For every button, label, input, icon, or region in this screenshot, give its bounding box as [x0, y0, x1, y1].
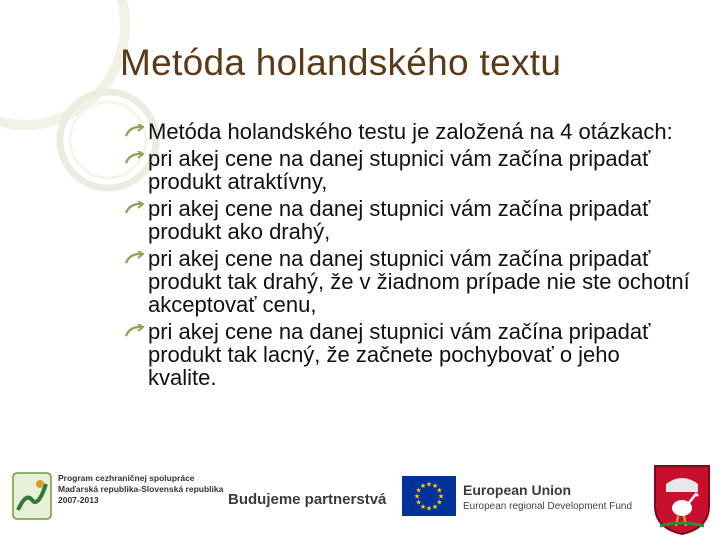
- bullet-arrow-icon: [124, 151, 144, 165]
- bullet-text: pri akej cene na danej stupnici vám začína pripadať produkt atraktívny,: [148, 146, 651, 194]
- coat-of-arms-icon: [652, 464, 712, 536]
- eu-label: [463, 482, 632, 512]
- bullet-item: [124, 120, 694, 143]
- eu-star: ★: [425, 505, 433, 513]
- footer-logos: [0, 462, 720, 540]
- eu-flag-icon: [402, 476, 456, 516]
- bullet-item: [124, 247, 694, 316]
- bullet-text: pri akej cene na danej stupnici vám začína pripadať produkt tak lacný, že začnete pochybovať o jeho kvalite.: [148, 319, 651, 390]
- bullet-item: [124, 320, 694, 389]
- partnership-slogan: Budujeme partnerstvá: [228, 491, 387, 508]
- program-line: Maďarská republika-Slovenská republika: [58, 484, 224, 494]
- bullet-item: [124, 197, 694, 243]
- eu-star: ★: [436, 487, 443, 495]
- bullet-item: [124, 147, 694, 193]
- bullet-text: Metóda holandského testu je založená na 4 otázkach:: [148, 119, 673, 144]
- bullet-arrow-icon: [124, 251, 144, 265]
- eu-star: ★: [415, 499, 422, 507]
- eu-star: ★: [431, 503, 439, 511]
- eu-subtitle: European regional Development Fund: [463, 501, 632, 512]
- eu-star: ★: [437, 493, 445, 501]
- bullet-list: [124, 120, 694, 393]
- program-logo: [12, 472, 224, 522]
- eu-star: ★: [436, 499, 443, 507]
- program-text: [58, 473, 223, 506]
- eu-star: ★: [415, 487, 422, 495]
- bullet-text: pri akej cene na danej stupnici vám začína pripadať produkt ako drahý,: [148, 196, 651, 244]
- program-line: 2007-2013: [58, 495, 99, 505]
- eu-star: ★: [413, 493, 421, 501]
- bullet-arrow-icon: [124, 324, 144, 338]
- slide-title: Metóda holandského textu: [120, 42, 562, 83]
- eu-star: ★: [419, 483, 427, 491]
- eu-title: European Union: [463, 482, 572, 498]
- bullet-arrow-icon: [124, 201, 144, 215]
- eu-star: ★: [425, 481, 433, 489]
- program-line: Program cezhraničnej spolupráce: [58, 473, 195, 483]
- program-emblem-icon: [12, 472, 52, 520]
- eu-star: ★: [419, 503, 427, 511]
- eu-star: ★: [431, 483, 439, 491]
- bullet-text: pri akej cene na danej stupnici vám začína pripadať produkt tak drahý, že v žiadnom prípade nie ste ochotní akceptovať cenu,: [148, 246, 690, 317]
- bullet-arrow-icon: [124, 124, 144, 138]
